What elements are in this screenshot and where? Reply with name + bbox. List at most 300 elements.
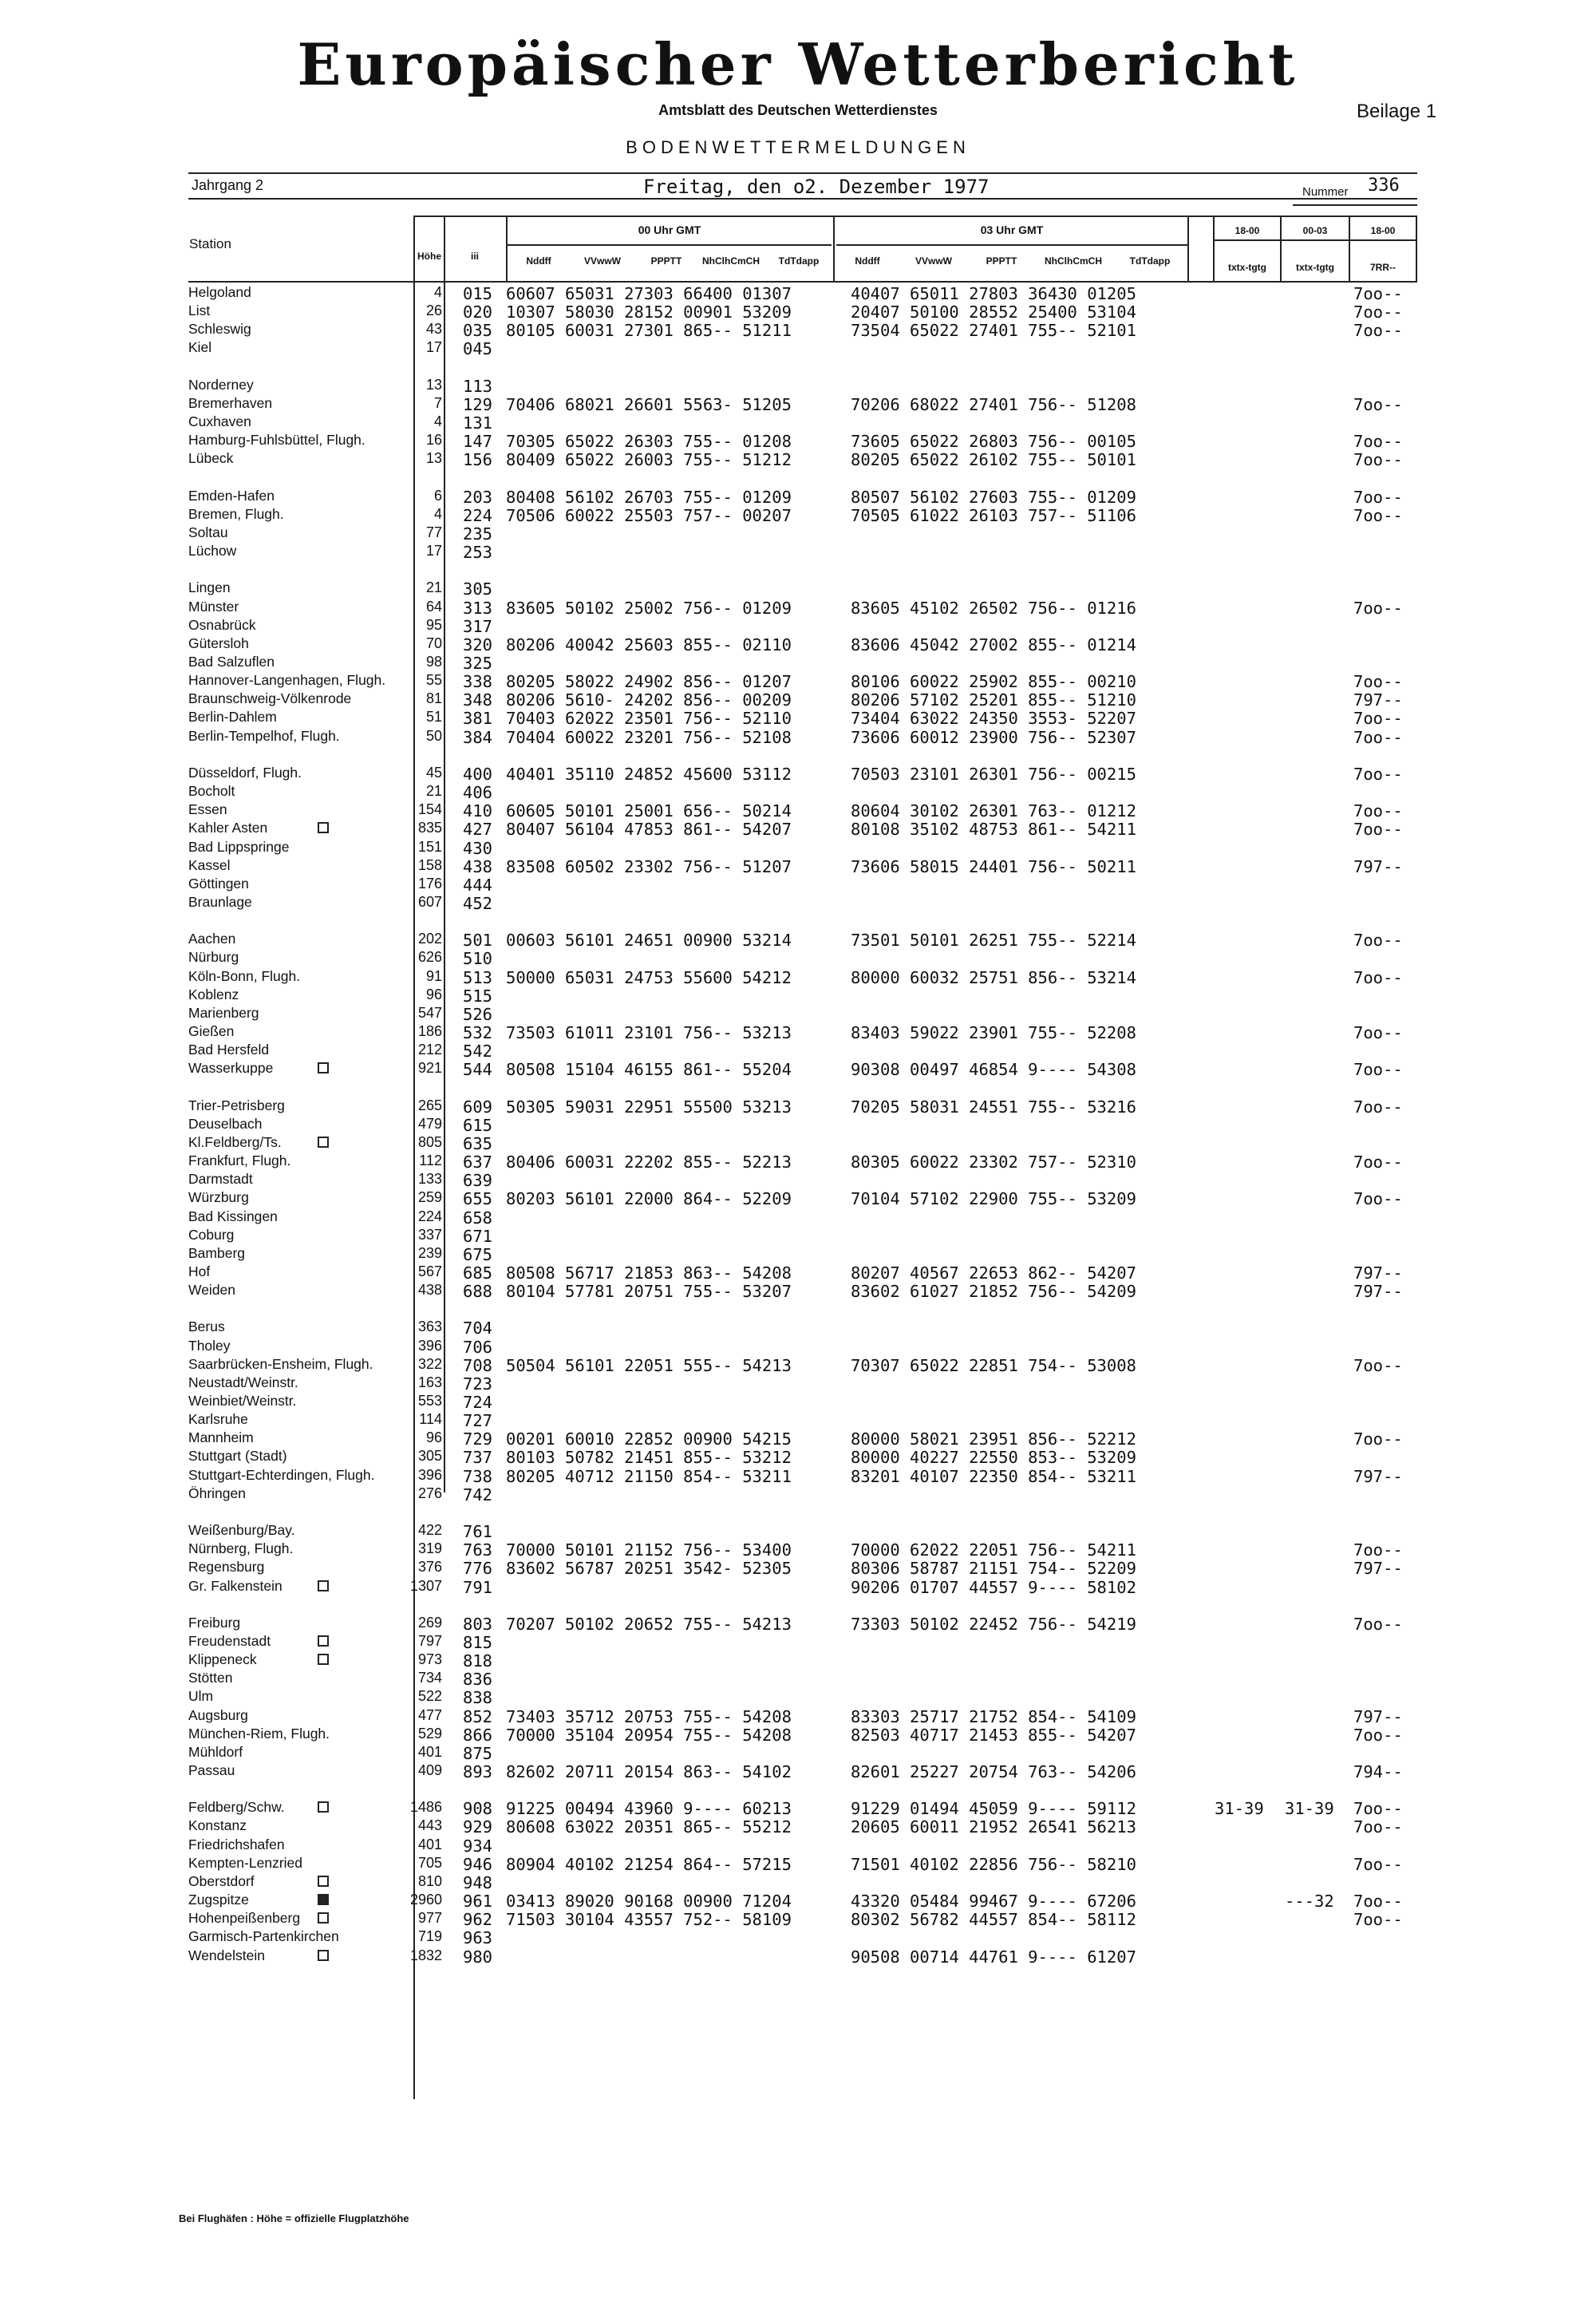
station-name: Karlsruhe <box>188 1411 248 1428</box>
station-name: Augsburg <box>188 1706 248 1723</box>
station-height: 265 <box>417 1097 442 1113</box>
obs-00-gmt: 80105 60031 27301 865-- 51211 <box>506 321 792 341</box>
station-name: Düsseldorf, Flugh. <box>188 764 302 781</box>
station-height: 305 <box>417 1448 442 1465</box>
td-00: TdTdapp <box>778 255 820 267</box>
station-name: Stuttgart-Echterdingen, Flugh. <box>188 1466 375 1483</box>
station-name: Weißenburg/Bay. <box>188 1522 295 1539</box>
station-name: Hohenpeißenberg <box>188 1910 301 1927</box>
station-name: Bremen, Flugh. <box>188 505 284 522</box>
table-row <box>0 1707 1596 1726</box>
table-row <box>0 1411 1596 1429</box>
station-id: 203 <box>463 487 493 507</box>
obs-00-gmt: 70000 35104 20954 755-- 54208 <box>506 1725 792 1745</box>
station-height: 186 <box>417 1023 442 1039</box>
table-row <box>0 1263 1596 1282</box>
station-height: 45 <box>425 764 442 781</box>
station-name: Bocholt <box>188 783 235 800</box>
station-height: 607 <box>417 893 442 910</box>
station-height: 91 <box>425 967 442 984</box>
obs-7rr: 7oo-- <box>1353 1189 1403 1209</box>
station-name: Berlin-Tempelhof, Flugh. <box>188 727 340 744</box>
station-height: 7 <box>433 394 442 411</box>
station-height: 17 <box>425 543 442 559</box>
station-id: 980 <box>463 1947 493 1967</box>
obs-00-gmt: 00201 60010 22852 00900 54215 <box>506 1429 792 1449</box>
station-name: Osnabrück <box>188 616 256 633</box>
station-name: Hof <box>188 1263 211 1279</box>
obs-00-gmt: 80508 15104 46155 861-- 55204 <box>506 1060 792 1080</box>
obs-00-gmt: 80206 40042 25603 855-- 02110 <box>506 635 792 654</box>
station-name: Gütersloh <box>188 635 249 651</box>
station-name: Bad Salzuflen <box>188 654 275 670</box>
station-height: 529 <box>417 1725 442 1742</box>
obs-7rr: 7oo-- <box>1353 1817 1403 1837</box>
station-height: 64 <box>425 598 442 615</box>
table-row <box>0 1429 1596 1448</box>
station-id: 131 <box>463 413 493 433</box>
table-row <box>0 1855 1596 1873</box>
station-height: 921 <box>417 1060 442 1077</box>
obs-7rr: 797-- <box>1353 1559 1403 1579</box>
table-row <box>0 635 1596 654</box>
station-id: 742 <box>463 1485 493 1504</box>
table-row <box>0 1319 1596 1337</box>
station-height: 422 <box>417 1522 442 1539</box>
obs-03-gmt: 80108 35102 48753 861-- 54211 <box>851 820 1136 840</box>
table-row <box>0 857 1596 876</box>
station-id: 320 <box>463 635 493 654</box>
station-id: 675 <box>463 1244 493 1264</box>
nh-00: NhClhCmCH <box>702 255 760 267</box>
obs-03-gmt: 70205 58031 24551 755-- 53216 <box>851 1097 1136 1117</box>
station-height: 13 <box>425 376 442 393</box>
station-name: Weinbiet/Weinstr. <box>188 1393 297 1409</box>
obs-00-gmt: 00603 56101 24651 00900 53214 <box>506 931 792 951</box>
station-height: 810 <box>417 1872 442 1889</box>
station-id: 430 <box>463 838 493 858</box>
nddff-00: Nddff <box>526 255 551 267</box>
obs-03-gmt: 73606 60012 23900 756-- 52307 <box>851 727 1136 747</box>
station-height: 409 <box>417 1762 442 1778</box>
station-name: Darmstadt <box>188 1171 253 1188</box>
obs-03-gmt: 20407 50100 28552 25400 53104 <box>851 302 1136 322</box>
uhr03-header: 03 Uhr GMT <box>980 223 1044 236</box>
obs-03-gmt: 83602 61027 21852 756-- 54209 <box>851 1282 1136 1302</box>
obs-7rr: 7oo-- <box>1353 1910 1403 1930</box>
station-height: 55 <box>425 672 442 689</box>
vvwww-03: VVwwW <box>915 255 952 267</box>
obs-00-gmt: 03413 89020 90168 00900 71204 <box>506 1892 792 1912</box>
station-name: Freudenstadt <box>188 1632 271 1649</box>
obs-03-gmt: 83606 45042 27002 855-- 01214 <box>851 635 1136 654</box>
obs-7rr: 7oo-- <box>1353 1540 1403 1560</box>
station-name: Hamburg-Fuhlsbüttel, Flugh. <box>188 432 365 449</box>
station-height: 553 <box>417 1393 442 1409</box>
table-row <box>0 949 1596 967</box>
top-rule <box>188 172 1417 174</box>
table-row <box>0 432 1596 450</box>
obs-03-gmt: 80302 56782 44557 854-- 58112 <box>851 1910 1136 1930</box>
station-height: 133 <box>417 1171 442 1188</box>
station-height: 77 <box>425 524 442 540</box>
station-header: Station <box>189 236 231 251</box>
obs-7rr: 7oo-- <box>1353 967 1403 987</box>
table-row <box>0 1928 1596 1947</box>
station-id: 737 <box>463 1448 493 1468</box>
station-name: Konstanz <box>188 1817 247 1834</box>
station-id: 706 <box>463 1337 493 1357</box>
station-id: 348 <box>463 690 493 710</box>
table-row <box>0 783 1596 801</box>
obs-00-gmt: 40401 35110 24852 45600 53112 <box>506 764 792 784</box>
obs-00-gmt: 83508 60502 23302 756-- 51207 <box>506 856 792 876</box>
obs-7rr: 7oo-- <box>1353 727 1403 747</box>
station-height: 51 <box>425 709 442 726</box>
obs-03-gmt: 80604 30102 26301 763-- 01212 <box>851 801 1136 821</box>
nddff-03: Nddff <box>855 255 880 267</box>
obs-7rr: 797-- <box>1353 1282 1403 1302</box>
hoehe-header: Höhe <box>417 251 441 262</box>
station-height: 973 <box>417 1651 442 1668</box>
obs-7rr: 797-- <box>1353 1706 1403 1726</box>
station-height: 734 <box>417 1670 442 1686</box>
station-height: 96 <box>425 1429 442 1446</box>
station-height: 26 <box>425 302 442 319</box>
obs-7rr: 7oo-- <box>1353 1060 1403 1080</box>
station-name: Schleswig <box>188 321 251 338</box>
station-name: Saarbrücken-Ensheim, Flugh. <box>188 1355 373 1372</box>
station-name: Aachen <box>188 931 236 947</box>
obs-00-gmt: 70207 50102 20652 755-- 54213 <box>506 1614 792 1634</box>
station-height: 547 <box>417 1004 442 1021</box>
station-id: 946 <box>463 1854 493 1874</box>
station-name: Frankfurt, Flugh. <box>188 1152 291 1169</box>
obs-00-gmt: 83605 50102 25002 756-- 01209 <box>506 598 792 618</box>
obs-7rr: 7oo-- <box>1353 1614 1403 1634</box>
table-row <box>0 1615 1596 1633</box>
vvwww-00: VVwwW <box>583 255 621 267</box>
station-id: 688 <box>463 1282 493 1302</box>
station-name: Kl.Feldberg/Ts. <box>188 1133 282 1150</box>
station-name: Mühldorf <box>188 1743 243 1760</box>
station-height: 202 <box>417 931 442 947</box>
obs-03-gmt: 73303 50102 22452 756-- 54219 <box>851 1614 1136 1634</box>
obs-00-gmt: 80104 57781 20751 755-- 53207 <box>506 1282 792 1302</box>
table-row <box>0 1578 1596 1596</box>
station-name: Bad Kissingen <box>188 1208 278 1224</box>
obs-7rr: 7oo-- <box>1353 1152 1403 1172</box>
obs-03-gmt: 70000 62022 22051 756-- 54211 <box>851 1540 1136 1560</box>
table-row <box>0 1688 1596 1706</box>
table-row <box>0 1744 1596 1762</box>
station-height: 269 <box>417 1614 442 1631</box>
station-id: 156 <box>463 450 493 470</box>
station-height: 977 <box>417 1910 442 1927</box>
station-id: 639 <box>463 1171 493 1191</box>
station-height: 522 <box>417 1688 442 1705</box>
station-id: 526 <box>463 1004 493 1024</box>
nummer-value: 336 <box>1368 176 1400 196</box>
obs-00-gmt: 80409 65022 26003 755-- 51212 <box>506 450 792 470</box>
station-id: 313 <box>463 598 493 618</box>
obs-00-gmt: 80508 56717 21853 863-- 54208 <box>506 1263 792 1283</box>
table-row <box>0 1042 1596 1060</box>
station-height: 376 <box>417 1559 442 1576</box>
station-id: 338 <box>463 672 493 692</box>
station-id: 609 <box>463 1097 493 1117</box>
station-height: 239 <box>417 1244 442 1261</box>
station-id: 836 <box>463 1670 493 1690</box>
table-row <box>0 1448 1596 1466</box>
station-id: 838 <box>463 1688 493 1708</box>
station-height: 96 <box>425 986 442 1002</box>
table-row <box>0 820 1596 838</box>
station-name: Weiden <box>188 1282 236 1299</box>
table-row <box>0 321 1596 339</box>
station-id: 532 <box>463 1023 493 1042</box>
obs-03-gmt: 83403 59022 23901 755-- 52208 <box>851 1023 1136 1042</box>
station-name: Stuttgart (Stadt) <box>188 1448 287 1465</box>
table-row <box>0 1762 1596 1781</box>
station-height: 719 <box>417 1928 442 1945</box>
table-row <box>0 543 1596 561</box>
station-name: Berlin-Dahlem <box>188 709 277 726</box>
station-id: 908 <box>463 1799 493 1819</box>
station-id: 948 <box>463 1872 493 1892</box>
table-row <box>0 765 1596 783</box>
obs-7rr: 7oo-- <box>1353 1725 1403 1745</box>
station-id: 818 <box>463 1651 493 1671</box>
obs-03-gmt: 90508 00714 44761 9---- 61207 <box>851 1947 1136 1967</box>
station-name: Klippeneck <box>188 1651 257 1668</box>
obs-00-gmt: 73403 35712 20753 755-- 54208 <box>506 1706 792 1726</box>
obs-03-gmt: 80205 65022 26102 755-- 50101 <box>851 450 1136 470</box>
c0003-header: 00-03 <box>1302 225 1328 236</box>
s1-header: txtx-tgtg <box>1228 262 1266 273</box>
obs-00-gmt: 50305 59031 22951 55500 53213 <box>506 1097 792 1117</box>
station-height: 438 <box>417 1282 442 1299</box>
table-row <box>0 1651 1596 1670</box>
obs-03-gmt: 73606 58015 24401 756-- 50211 <box>851 856 1136 876</box>
station-name: Wasserkuppe <box>188 1060 274 1077</box>
station-height: 835 <box>417 820 442 836</box>
station-height: 805 <box>417 1133 442 1150</box>
station-name: Braunschweig-Völkenrode <box>188 690 352 707</box>
station-id: 658 <box>463 1208 493 1228</box>
station-name: Hannover-Langenhagen, Flugh. <box>188 672 386 689</box>
table-row <box>0 617 1596 635</box>
table-row <box>0 931 1596 949</box>
obs-00-gmt: 80205 40712 21150 854-- 53211 <box>506 1466 792 1486</box>
table-row <box>0 894 1596 912</box>
table-row <box>0 672 1596 690</box>
station-height: 337 <box>417 1226 442 1243</box>
table-row <box>0 1633 1596 1651</box>
station-id: 934 <box>463 1836 493 1856</box>
obs-7rr: 7oo-- <box>1353 820 1403 840</box>
obs-03-gmt: 70104 57102 22900 755-- 53209 <box>851 1189 1136 1209</box>
obs-03-gmt: 70206 68022 27401 756-- 51208 <box>851 394 1136 414</box>
table-row <box>0 579 1596 598</box>
table-row <box>0 1559 1596 1577</box>
obs-7rr: 7oo-- <box>1353 1429 1403 1449</box>
table-row <box>0 1208 1596 1227</box>
table-row <box>0 839 1596 857</box>
table-row <box>0 1152 1596 1171</box>
issue-date: Freitag, den o2. Dezember 1977 <box>643 176 990 198</box>
subtitle: Amtsblatt des Deutschen Wetterdienstes <box>658 102 938 118</box>
obs-00-gmt: 10307 58030 28152 00901 53209 <box>506 302 792 322</box>
station-height: 70 <box>425 635 442 651</box>
obs-03-gmt: 90308 00497 46854 9---- 54308 <box>851 1060 1136 1080</box>
station-height: 2960 <box>409 1892 442 1908</box>
station-height: 443 <box>417 1817 442 1834</box>
station-height: 477 <box>417 1706 442 1723</box>
table-row <box>0 1097 1596 1116</box>
obs-00-03: 31-39 <box>1285 1799 1334 1819</box>
station-id: 513 <box>463 967 493 987</box>
station-height: 114 <box>419 1411 442 1428</box>
obs-03-gmt: 70503 23101 26301 756-- 00215 <box>851 764 1136 784</box>
station-height: 16 <box>425 432 442 449</box>
station-height: 176 <box>417 875 442 892</box>
station-height: 212 <box>417 1042 442 1058</box>
obs-00-gmt: 70406 68021 26601 5563- 51205 <box>506 394 792 414</box>
obs-03-gmt: 83605 45102 26502 756-- 01216 <box>851 598 1136 618</box>
station-height: 98 <box>425 654 442 670</box>
station-height: 50 <box>425 727 442 744</box>
station-name: Würzburg <box>188 1189 249 1206</box>
date-rule <box>188 198 1417 200</box>
station-id: 410 <box>463 801 493 821</box>
obs-7rr: 7oo-- <box>1353 1854 1403 1874</box>
station-id: 708 <box>463 1355 493 1375</box>
obs-03-gmt: 91229 01494 45059 9---- 59112 <box>851 1799 1136 1819</box>
header-rule-top <box>413 215 1416 217</box>
obs-00-gmt: 80205 58022 24902 856-- 01207 <box>506 672 792 692</box>
obs-18-00: 31-39 <box>1215 1799 1264 1819</box>
obs-7rr: 7oo-- <box>1353 450 1403 470</box>
obs-00-gmt: 50000 65031 24753 55600 54212 <box>506 967 792 987</box>
obs-03-gmt: 40407 65011 27803 36430 01205 <box>851 284 1136 303</box>
obs-7rr: 7oo-- <box>1353 672 1403 692</box>
station-id: 761 <box>463 1522 493 1542</box>
station-name: Oberstdorf <box>188 1872 255 1889</box>
station-height: 259 <box>417 1189 442 1206</box>
header-rule-bottom <box>413 281 1416 283</box>
table-row <box>0 1356 1596 1374</box>
station-name: Tholey <box>188 1337 231 1354</box>
obs-00-gmt: 80206 5610- 24202 856-- 00209 <box>506 690 792 710</box>
station-name: Helgoland <box>188 284 251 300</box>
station-height: 1832 <box>409 1947 442 1963</box>
obs-00-gmt: 83602 56787 20251 3542- 52305 <box>506 1559 792 1579</box>
station-id: 542 <box>463 1042 493 1062</box>
beilage-label: Beilage 1 <box>1357 101 1437 122</box>
station-id: 655 <box>463 1189 493 1209</box>
station-name: Marienberg <box>188 1004 259 1021</box>
station-id: 866 <box>463 1725 493 1745</box>
table-row <box>0 1227 1596 1245</box>
station-id: 671 <box>463 1226 493 1246</box>
obs-03-gmt: 20605 60011 21952 26541 56213 <box>851 1817 1136 1837</box>
obs-7rr: 7oo-- <box>1353 432 1403 452</box>
station-name: Soltau <box>188 524 228 540</box>
s3-header: 7RR-- <box>1370 262 1396 273</box>
station-height: 567 <box>417 1263 442 1279</box>
station-height: 401 <box>417 1743 442 1760</box>
station-height: 1307 <box>409 1577 442 1594</box>
station-name: Lübeck <box>188 450 234 467</box>
station-name: Göttingen <box>188 875 249 892</box>
station-id: 253 <box>463 543 493 563</box>
obs-03-gmt: 90206 01707 44557 9---- 58102 <box>851 1577 1136 1597</box>
station-id: 963 <box>463 1928 493 1948</box>
uhr00-right <box>833 215 835 283</box>
station-name: Garmisch-Partenkirchen <box>188 1928 339 1945</box>
station-id: 815 <box>463 1632 493 1652</box>
station-height: 4 <box>433 413 442 430</box>
station-name: Coburg <box>188 1226 235 1243</box>
obs-7rr: 7oo-- <box>1353 505 1403 525</box>
station-name: Köln-Bonn, Flugh. <box>188 967 301 984</box>
station-name: Münster <box>188 598 239 615</box>
table-row <box>0 1892 1596 1910</box>
table-row <box>0 728 1596 746</box>
table-row <box>0 690 1596 709</box>
obs-00-gmt: 60607 65031 27303 66400 01307 <box>506 284 792 303</box>
station-height: 363 <box>417 1319 442 1335</box>
station-name: Gießen <box>188 1023 235 1039</box>
obs-00-gmt: 70403 62022 23501 756-- 52110 <box>506 709 792 729</box>
station-name: Regensburg <box>188 1559 265 1576</box>
station-height: 13 <box>425 450 442 467</box>
table-row <box>0 1189 1596 1208</box>
station-name: Kempten-Lenzried <box>188 1854 302 1871</box>
station-id: 129 <box>463 394 493 414</box>
station-id: 406 <box>463 783 493 803</box>
table-row <box>0 1393 1596 1411</box>
station-id: 438 <box>463 856 493 876</box>
station-id: 637 <box>463 1152 493 1172</box>
table-row <box>0 339 1596 358</box>
obs-03-gmt: 82503 40717 21453 855-- 54207 <box>851 1725 1136 1745</box>
station-id: 615 <box>463 1115 493 1135</box>
table-row <box>0 450 1596 469</box>
station-name: Neustadt/Weinstr. <box>188 1374 298 1390</box>
station-id: 147 <box>463 432 493 452</box>
obs-7rr: 7oo-- <box>1353 1097 1403 1117</box>
station-height: 479 <box>417 1115 442 1132</box>
station-height: 158 <box>417 856 442 873</box>
table-row <box>0 1726 1596 1744</box>
obs-00-gmt: 70305 65022 26303 755-- 01208 <box>506 432 792 452</box>
obs-00-gmt: 80406 60031 22202 855-- 52213 <box>506 1152 792 1172</box>
obs-03-gmt: 80000 60032 25751 856-- 53214 <box>851 967 1136 987</box>
table-row <box>0 1836 1596 1855</box>
station-height: 224 <box>417 1208 442 1224</box>
station-name: Berus <box>188 1319 225 1335</box>
table-row <box>0 302 1596 321</box>
table-row <box>0 377 1596 395</box>
table-row <box>0 1467 1596 1485</box>
station-id: 427 <box>463 820 493 840</box>
obs-00-gmt: 70506 60022 25503 757-- 00207 <box>506 505 792 525</box>
table-row <box>0 488 1596 506</box>
table-row <box>0 876 1596 894</box>
td-03: TdTdapp <box>1129 255 1171 267</box>
